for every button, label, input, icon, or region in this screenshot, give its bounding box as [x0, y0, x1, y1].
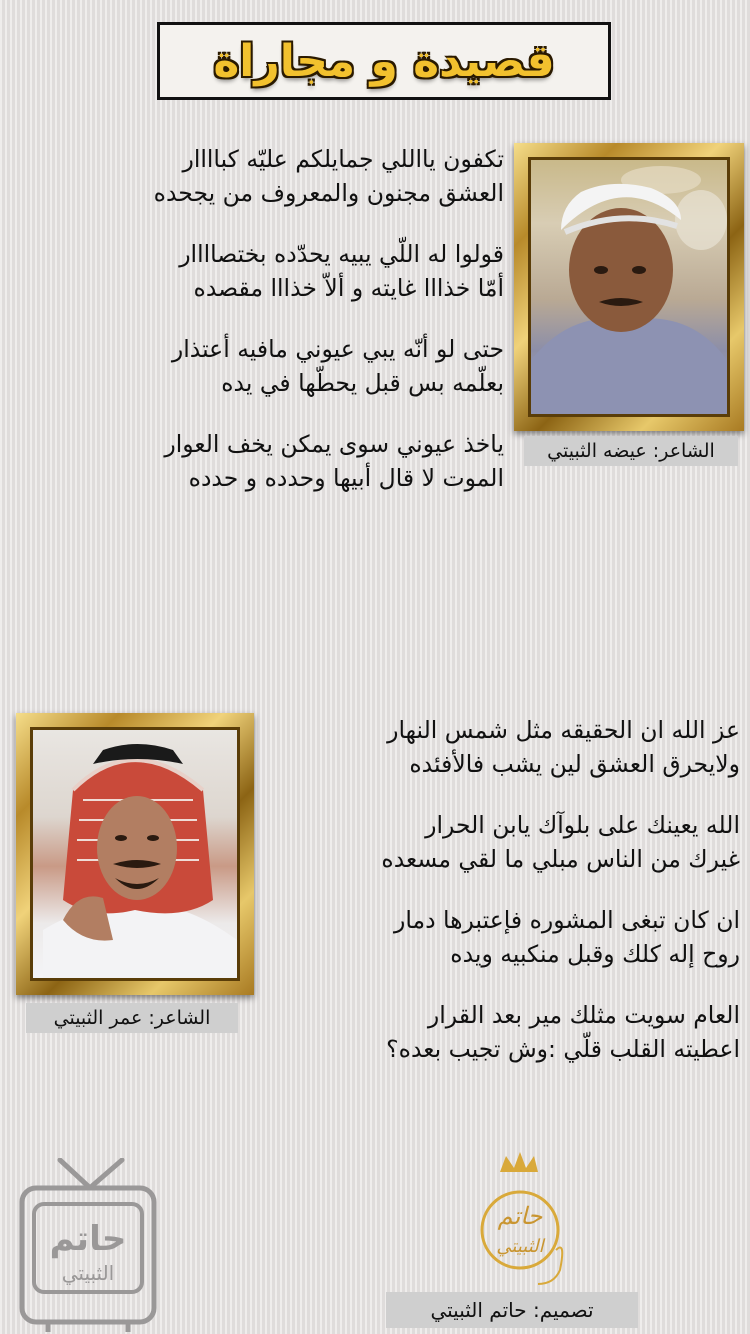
poet2-caption [26, 1003, 238, 1033]
tv-logo-line1: حاتم [49, 1219, 127, 1259]
poet2-poem [256, 713, 740, 1093]
poem-line: أمّا خذااا غايته و ألاّ خذااا مقصده [193, 274, 504, 302]
poem-line: غيرك من الناس مبلي ما لقي مسعده [381, 845, 740, 873]
crown-logo-line1: حاتم [497, 1202, 543, 1230]
tv-logo-icon [18, 1158, 158, 1333]
poem-line: بعلّمه بس قبل يحطّها في يده [221, 369, 504, 397]
poem1-stanza-1 [10, 142, 504, 210]
poet1-portrait-image [531, 160, 727, 414]
poem-line: ولايحرق العشق لين يشب فالأفئده [409, 750, 740, 778]
poem2-stanza-3 [256, 903, 740, 971]
poem1-stanza-3 [10, 332, 504, 400]
poet1-caption-text: الشاعر: عيضه الثبيتي [547, 440, 715, 462]
poem1-stanza-4 [10, 427, 504, 495]
poet1-photo-frame [514, 143, 744, 431]
page-title: قصيدة و مجاراة [213, 35, 555, 87]
poet2-photo [30, 727, 240, 981]
poem-line: عز الله ان الحقيقه مثل شمس النهار [387, 716, 740, 744]
poem2-stanza-4 [256, 998, 740, 1066]
poem-line: ان كان تبغى المشوره فإعتبرها دمار [393, 906, 740, 934]
poem-line: الموت لا قال أبيها وحدده و حدده [188, 464, 504, 492]
poem2-stanza-2 [256, 808, 740, 876]
poet1-caption [524, 436, 738, 466]
poet2-caption-text: الشاعر: عمر الثبيتي [53, 1007, 211, 1029]
poet2-photo-frame [16, 713, 254, 995]
poem-line: اعطيته القلب قلّي :وش تجيب بعده؟ [386, 1035, 740, 1063]
poem-line: حتى لو أنّه يبي عيوني مافيه أعتذار [171, 335, 504, 363]
poem-line: العام سويت مثلك مير بعد القرار [427, 1001, 740, 1029]
poem-line: ياخذ عيوني سوى يمكن يخف العوار [164, 430, 504, 458]
poem1-stanza-2 [10, 237, 504, 305]
poem-line: قولوا له اللّي يبيه يحدّده بختصاااار [179, 240, 504, 268]
design-credit [386, 1292, 638, 1328]
design-credit-text: تصميم: حاتم الثبيتي [430, 1298, 594, 1322]
crown-logo-icon [468, 1150, 568, 1290]
poet2-portrait-image [33, 730, 237, 978]
poem-line: الله يعينك على بلوآك يابن الحرار [425, 811, 740, 839]
poem-line: تكفون يااللي جمايلكم عليّه كباااار [182, 145, 504, 173]
poem-line: العشق مجنون والمعروف من يجحده [153, 179, 504, 207]
poem2-stanza-1 [256, 713, 740, 781]
tv-logo-line2: الثبيتي [61, 1261, 115, 1285]
poet1-photo [528, 157, 730, 417]
poem-line: روح إله كلك وقبل منكبيه ويده [450, 940, 740, 968]
crown-logo-line2: الثبيتي [496, 1236, 544, 1257]
poet1-poem [10, 142, 504, 522]
title-box [157, 22, 611, 100]
